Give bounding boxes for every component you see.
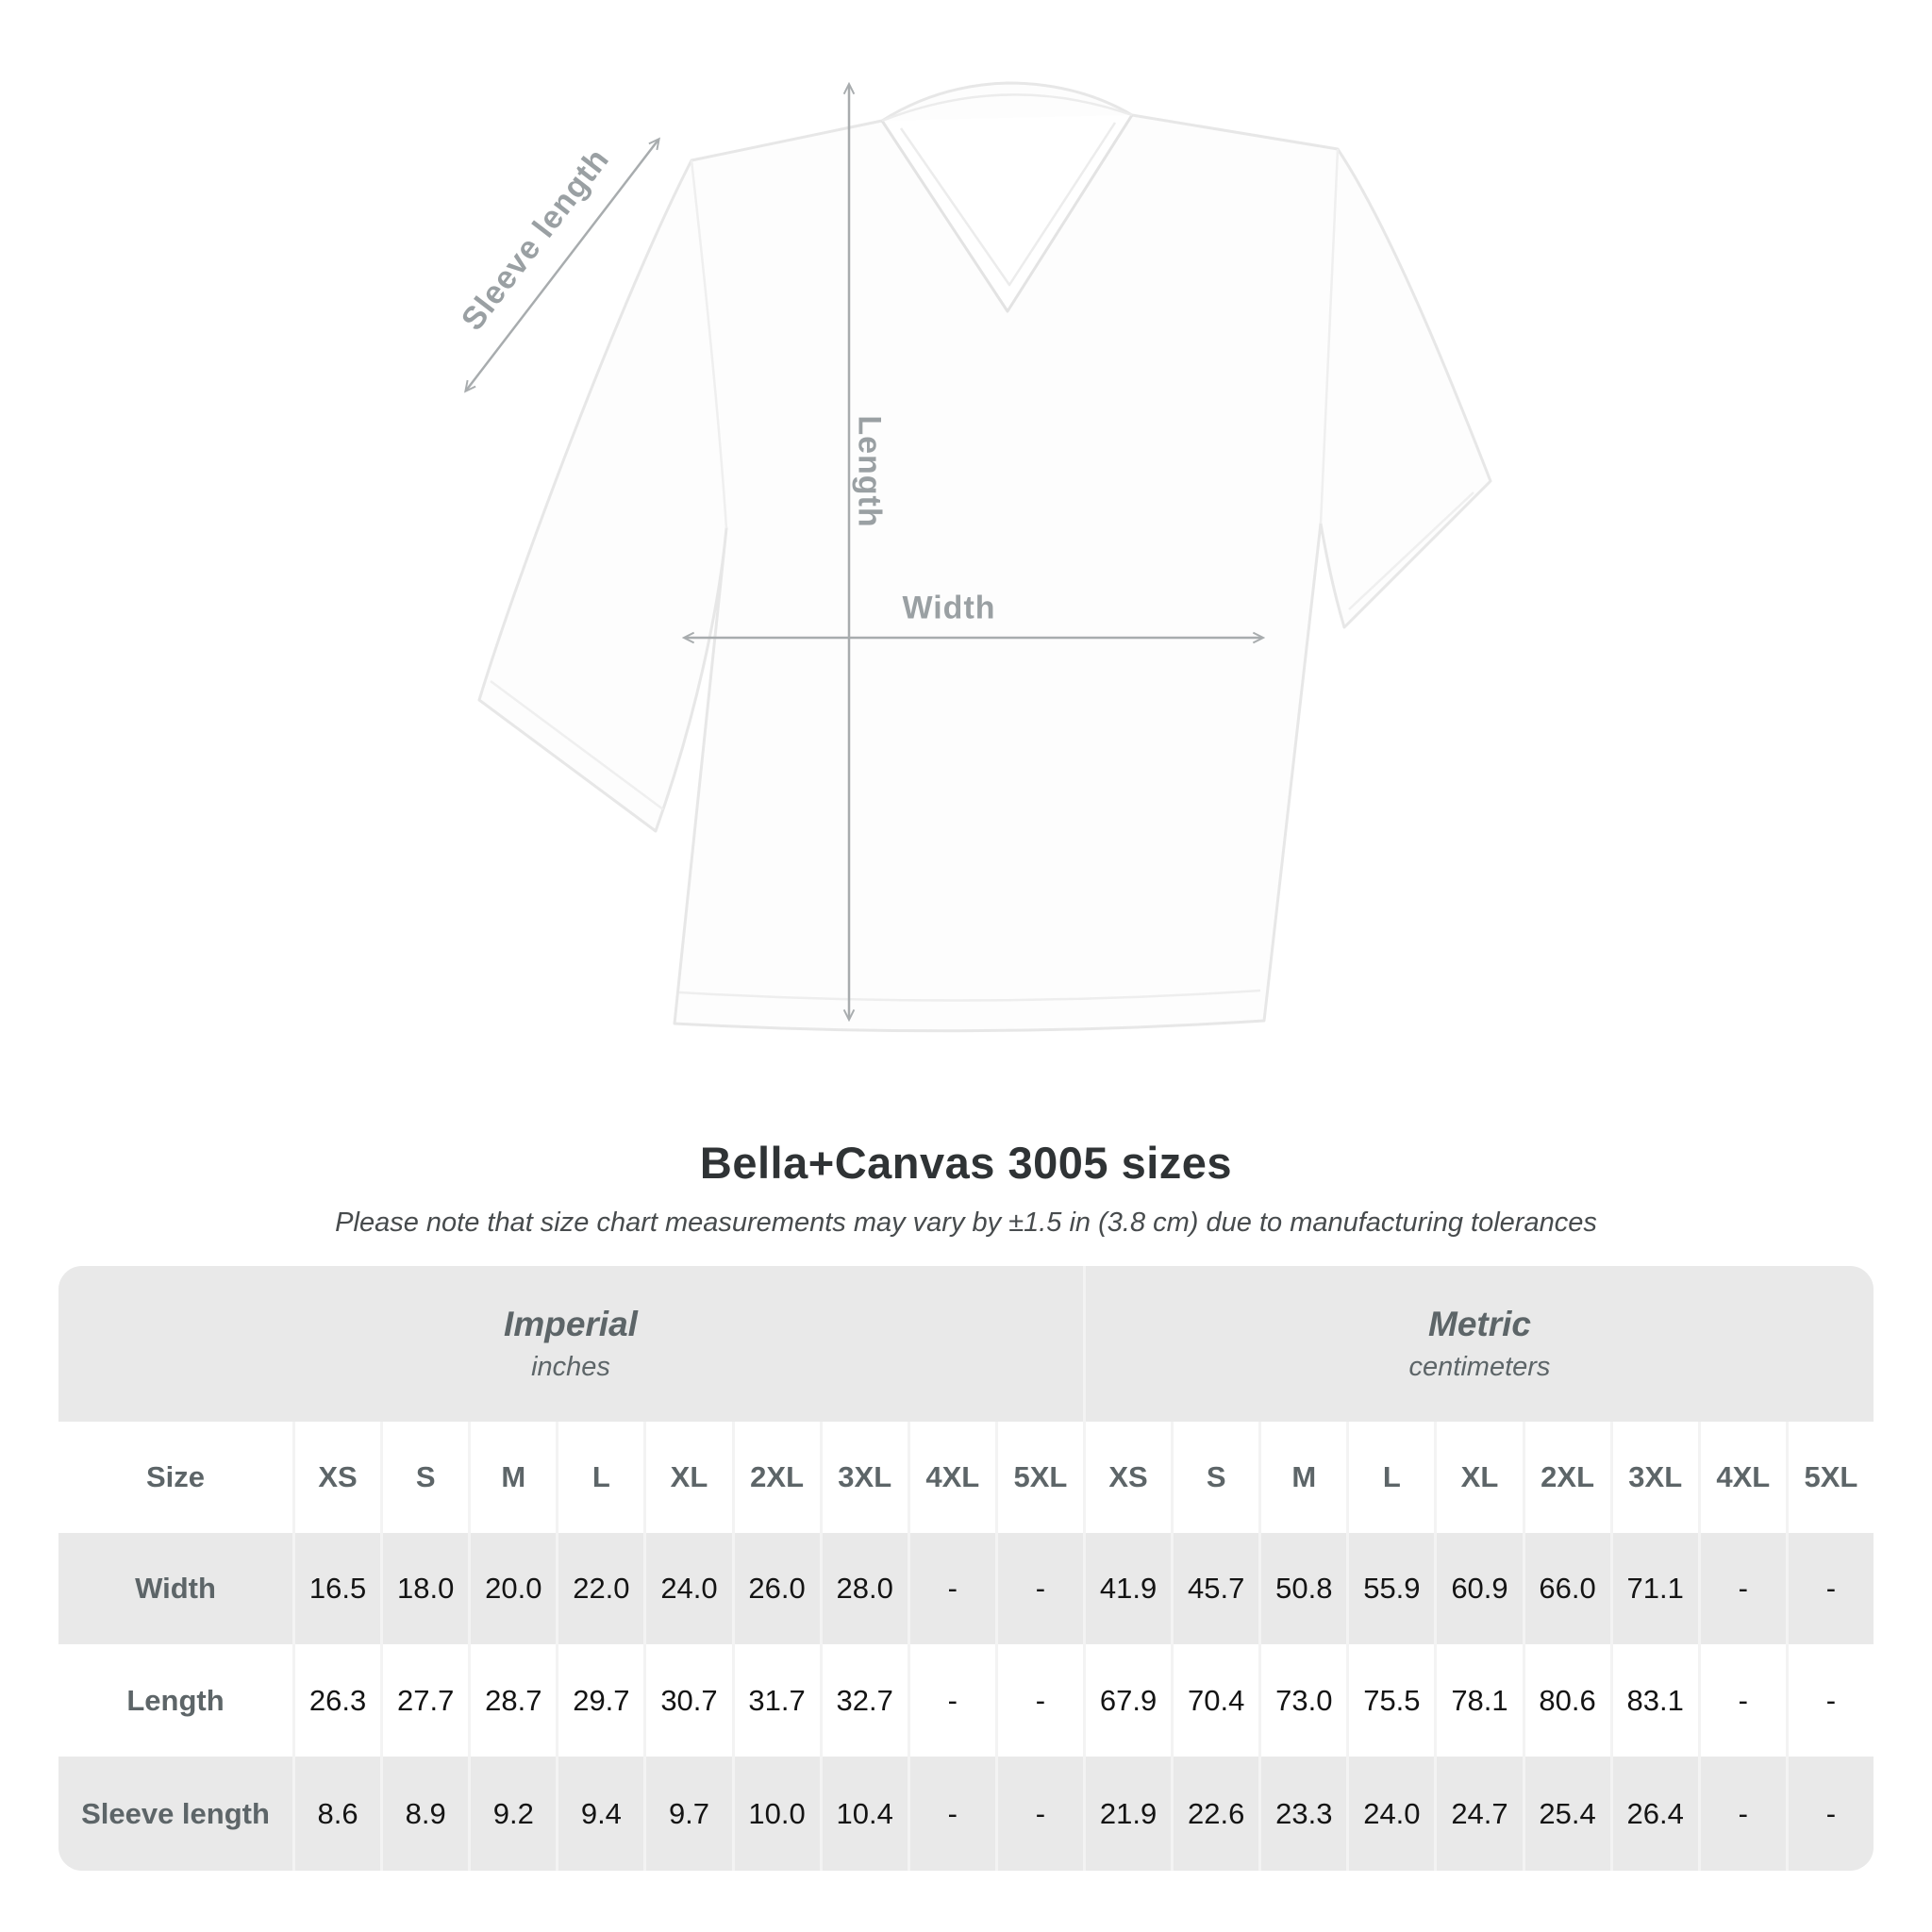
- length-metric-value: 75.5: [1349, 1644, 1434, 1757]
- size-header-imperial-l: L: [558, 1422, 643, 1533]
- length-imperial-value: 28.7: [471, 1644, 556, 1757]
- size-row-label: Size: [58, 1422, 292, 1533]
- size-header-imperial-xl: XL: [646, 1422, 731, 1533]
- tshirt-outline: [479, 83, 1491, 1031]
- sleeve-imperial-value: 9.4: [558, 1757, 643, 1871]
- width-metric-value: -: [1701, 1533, 1786, 1644]
- width-imperial-value: 26.0: [735, 1533, 820, 1644]
- width-metric-value: 55.9: [1349, 1533, 1434, 1644]
- size-header-metric-m: M: [1261, 1422, 1346, 1533]
- sleeve-metric-value: -: [1789, 1757, 1874, 1871]
- sleeve-imperial-value: 9.2: [471, 1757, 556, 1871]
- metric-unit: centimeters: [1408, 1352, 1551, 1382]
- metric-label: Metric: [1428, 1305, 1531, 1343]
- sleeve-metric-value: 22.6: [1174, 1757, 1258, 1871]
- width-imperial-value: 28.0: [823, 1533, 908, 1644]
- length-imperial-value: 31.7: [735, 1644, 820, 1757]
- width-label: Width: [902, 590, 996, 626]
- width-imperial-value: 24.0: [646, 1533, 731, 1644]
- size-header-metric-4xl: 4XL: [1701, 1422, 1786, 1533]
- sleeve-metric-value: 25.4: [1525, 1757, 1610, 1871]
- length-imperial-value: 30.7: [646, 1644, 731, 1757]
- size-header-metric-3xl: 3XL: [1613, 1422, 1698, 1533]
- sleeve-metric-value: 24.0: [1349, 1757, 1434, 1871]
- sleeve-metric-value: 26.4: [1613, 1757, 1698, 1871]
- width-metric-value: 71.1: [1613, 1533, 1698, 1644]
- width-metric-value: 50.8: [1261, 1533, 1346, 1644]
- length-metric-value: 70.4: [1174, 1644, 1258, 1757]
- sleeve-imperial-value: -: [910, 1757, 995, 1871]
- unit-group-metric: [1086, 1266, 1874, 1422]
- length-imperial-value: 27.7: [383, 1644, 468, 1757]
- length-metric-value: 83.1: [1613, 1644, 1698, 1757]
- imperial-unit: inches: [531, 1352, 610, 1382]
- length-imperial-value: 29.7: [558, 1644, 643, 1757]
- length-label: Length: [851, 415, 888, 528]
- length-row-label: Length: [58, 1644, 292, 1757]
- size-chart-table: [58, 1266, 1874, 1871]
- size-header-imperial-m: M: [471, 1422, 556, 1533]
- sleeve-imperial-value: 10.0: [735, 1757, 820, 1871]
- width-imperial-value: 18.0: [383, 1533, 468, 1644]
- size-header-metric-5xl: 5XL: [1789, 1422, 1874, 1533]
- size-header-imperial-3xl: 3XL: [823, 1422, 908, 1533]
- size-header-imperial-4xl: 4XL: [910, 1422, 995, 1533]
- width-row-label: Width: [58, 1533, 292, 1644]
- width-metric-value: 41.9: [1086, 1533, 1171, 1644]
- sleeve-length-label: Sleeve length: [454, 142, 617, 338]
- length-metric-value: 73.0: [1261, 1644, 1346, 1757]
- sleeve-imperial-value: 8.6: [295, 1757, 380, 1871]
- width-metric-value: 60.9: [1437, 1533, 1522, 1644]
- sleeve-metric-value: 23.3: [1261, 1757, 1346, 1871]
- length-metric-value: 80.6: [1525, 1644, 1610, 1757]
- length-imperial-value: -: [910, 1644, 995, 1757]
- page-title: Bella+Canvas 3005 sizes: [699, 1138, 1233, 1188]
- width-imperial-value: -: [910, 1533, 995, 1644]
- sleeve-row-label: Sleeve length: [58, 1757, 292, 1871]
- sleeve-imperial-value: 9.7: [646, 1757, 731, 1871]
- sleeve-metric-value: -: [1701, 1757, 1786, 1871]
- size-header-metric-xl: XL: [1437, 1422, 1522, 1533]
- length-imperial-value: 26.3: [295, 1644, 380, 1757]
- sleeve-imperial-value: 10.4: [823, 1757, 908, 1871]
- size-header-metric-s: S: [1174, 1422, 1258, 1533]
- length-metric-value: -: [1701, 1644, 1786, 1757]
- sleeve-metric-value: 24.7: [1437, 1757, 1522, 1871]
- length-metric-value: 67.9: [1086, 1644, 1171, 1757]
- width-imperial-value: 16.5: [295, 1533, 380, 1644]
- size-header-imperial-xs: XS: [295, 1422, 380, 1533]
- length-metric-value: -: [1789, 1644, 1874, 1757]
- width-imperial-value: 22.0: [558, 1533, 643, 1644]
- width-imperial-value: 20.0: [471, 1533, 556, 1644]
- width-metric-value: 66.0: [1525, 1533, 1610, 1644]
- size-header-imperial-s: S: [383, 1422, 468, 1533]
- width-metric-value: 45.7: [1174, 1533, 1258, 1644]
- length-imperial-value: 32.7: [823, 1644, 908, 1757]
- size-header-metric-2xl: 2XL: [1525, 1422, 1610, 1533]
- width-metric-value: -: [1789, 1533, 1874, 1644]
- imperial-label: Imperial: [504, 1305, 638, 1343]
- size-header-metric-xs: XS: [1086, 1422, 1171, 1533]
- length-imperial-value: -: [998, 1644, 1083, 1757]
- unit-group-imperial: [58, 1266, 1083, 1422]
- tolerance-note: Please note that size chart measurements may vary by ±1.5 in (3.8 cm) due to manufacturing tolerances: [335, 1208, 1597, 1238]
- size-header-metric-l: L: [1349, 1422, 1434, 1533]
- sleeve-metric-value: 21.9: [1086, 1757, 1171, 1871]
- sleeve-imperial-value: 8.9: [383, 1757, 468, 1871]
- size-header-imperial-5xl: 5XL: [998, 1422, 1083, 1533]
- width-imperial-value: -: [998, 1533, 1083, 1644]
- length-metric-value: 78.1: [1437, 1644, 1522, 1757]
- size-header-imperial-2xl: 2XL: [735, 1422, 820, 1533]
- sleeve-imperial-value: -: [998, 1757, 1083, 1871]
